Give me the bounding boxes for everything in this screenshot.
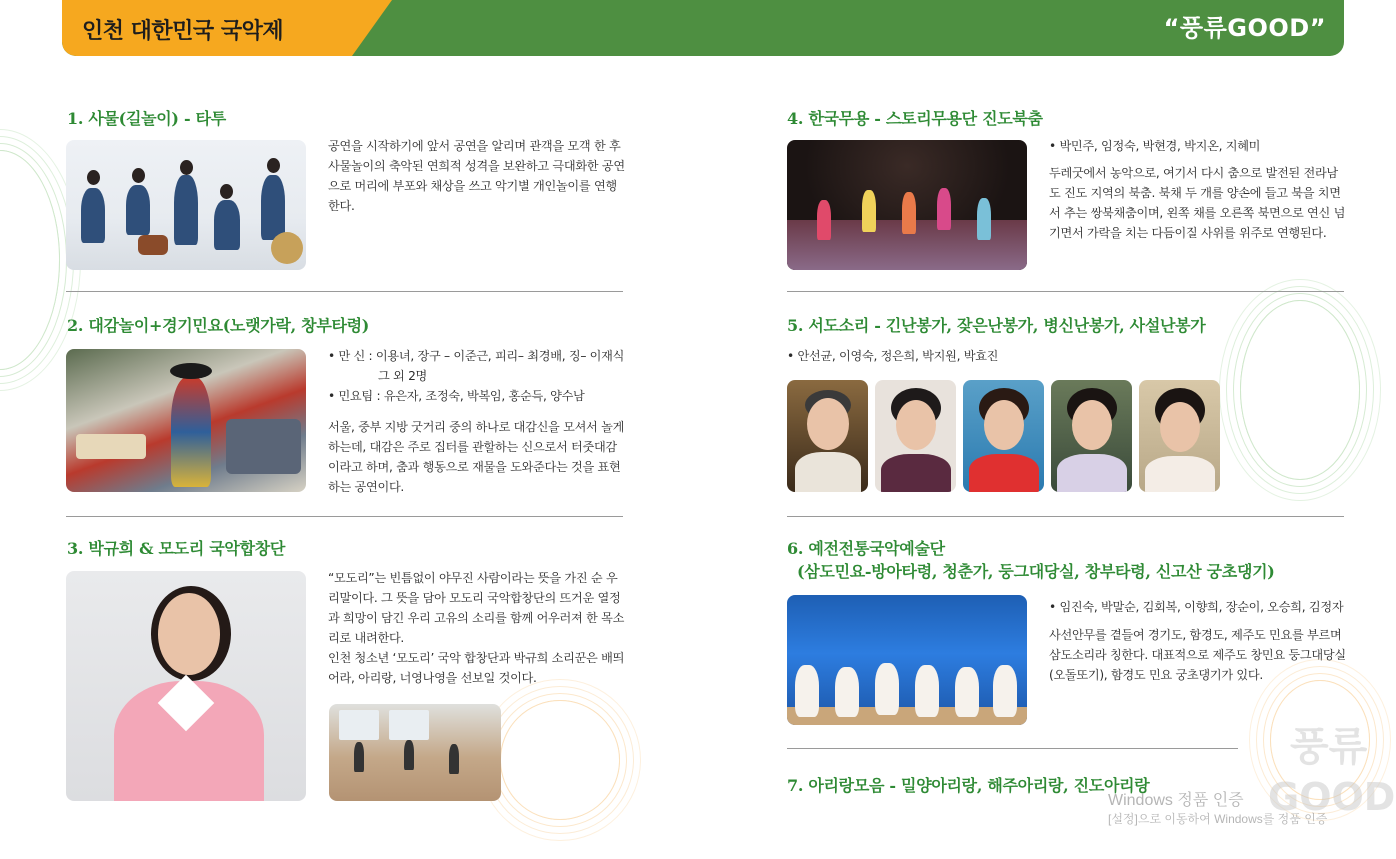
performer-head [87,170,100,185]
drum-shape [138,235,168,255]
section-3-text [328,568,626,688]
shaman-hat [170,363,212,379]
stage-floor [787,707,1027,725]
section-3-text-2: 인천 청소년 ‘모도리’ 국악 합창단과 박규희 소리꾼은 배띄어라, 아리랑, 너영나영을 선보일 것이다. [328,651,625,685]
section-4-text: 두레굿에서 농악으로, 여기서 다시 춤으로 발전된 전라남도 진도 지역의 북춤. 북채 두 개를 양손에 들고 북을 치면서 추는 쌍북채춤이며, 왼쪽 채를 오른쪽 북면으로 연신 넘기면서 가락을 치는 다듬이질 사위를 위주로 연행된다. [1049,166,1346,240]
section-2-cast [328,346,626,406]
decor-rings-left [0,150,60,370]
divider [787,748,1238,749]
choir-rehearsal-photo [329,704,501,801]
performer-head [267,158,280,173]
watermark-logo-top: 풍류 [1290,724,1368,770]
singer-figure [795,665,819,717]
brand-logo: “풍류GOOD” [1163,14,1326,42]
performer-portrait-4 [1051,380,1132,492]
performer-figure [261,175,285,240]
performer-figure [174,175,198,245]
portrait-face [807,398,849,450]
audience-group [226,419,301,474]
section-4-title: 4. 한국무용 - 스토리무용단 진도북춤 [787,109,1043,128]
section-4-cast: • 박민주, 임정숙, 박현경, 박지온, 지혜미 [1049,139,1261,153]
performer-figure [214,200,240,250]
singer-figure [993,665,1017,717]
drum-dance-photo [787,140,1027,270]
watermark-logo-bottom: GOOD [1268,775,1396,819]
performer-head [180,160,193,175]
singer-face [158,593,220,675]
page-title: 인천 대한민국 국악제 [82,19,284,44]
section-1-title: 1. 사물(길놀이) - 타투 [67,109,226,128]
portrait-face [984,400,1024,450]
performer-portrait-1 [787,380,868,492]
samul-nori-photo [66,140,306,270]
portrait-face [1072,400,1112,450]
window-block [389,710,429,740]
portrait-clothes [795,452,861,492]
decor-rings-center-right [1240,300,1360,480]
section-6-subtitle: (삼도민요-방아타령, 청춘가, 둥그대당실, 창부타령, 신고산 궁초댕기) [797,562,1275,581]
section-5-title: 5. 서도소리 - 긴난봉가, 잦은난봉가, 병신난봉가, 사설난봉가 [787,316,1206,335]
folk-song-group-photo [787,595,1027,725]
singer-figure [875,663,899,715]
singer-figure [835,667,859,717]
performer-portrait-2 [875,380,956,492]
shaman-figure [171,377,211,487]
performer-portrait-3 [963,380,1044,492]
divider [787,516,1344,517]
section-2-text: 서울, 중부 지방 굿거리 중의 하나로 대감신을 모셔서 놀게 하는데, 대감은 주로 집터를 관할하는 신으로서 터줏대감이라고 하며, 춤과 행동으로 재물을 도와준다는 것을 표현하는 공연이다. [328,420,625,494]
section-2-title: 2. 대감놀이+경기민요(노랫가락, 창부타령) [67,316,370,335]
dancer-figure [977,198,991,240]
cast-line-shaman: • 만 신 : 이용녀, 장구 – 이준근, 피리– 최경배, 징– 이재식 [328,349,625,363]
singer-portrait-photo [66,571,306,801]
divider [66,516,623,517]
dancer-figure [817,200,831,240]
student-figure [404,740,414,770]
student-figure [449,744,459,774]
portrait-clothes [1145,456,1215,492]
daegam-nori-photo [66,349,306,492]
section-6-cast: • 임진숙, 박말순, 김회복, 이향희, 장순이, 오승희, 김정자 [1049,600,1344,614]
portrait-clothes [881,454,951,492]
page-header [62,0,1344,56]
activation-notice-text: [설정]으로 이동하여 Windows를 정품 인증 [1108,812,1328,826]
student-figure [354,742,364,772]
section-3-title: 3. 박규희 & 모도리 국악합창단 [67,539,286,558]
portrait-face [1160,402,1200,452]
performer-head [132,168,145,183]
divider [787,291,1344,292]
section-6-text: 사선안무를 곁들여 경기도, 함경도, 제주도 민요를 부르며 삼도소리라 칭한다. 대표적으로 제주도 창민요 둥그대당실(오돌또기), 함경도 민요 궁초댕기가 있다. [1049,628,1346,682]
window-block [339,710,379,740]
portrait-face [896,400,936,450]
decor-rings-center [500,700,620,820]
offering-table [76,434,146,459]
activation-notice-title: Windows 정품 인증 [1108,792,1244,809]
performer-figure [126,185,150,235]
section-6-title: 6. 예전전통국악예술단 [787,539,945,558]
drum-shape [271,232,303,264]
section-3-text-1: “모도리”는 빈틈없이 야무진 사람이라는 뜻을 가진 순 우리말이다. 그 뜻을 담아 모도리 국악합창단의 뜨거운 열정과 희망이 담긴 우리 고유의 소리를 함께 어우러져 한 목소리로 내려한다. [328,571,625,645]
singer-figure [915,665,939,717]
section-5-cast: • 안선균, 이영숙, 정은희, 박지원, 박효진 [787,349,999,363]
dancer-figure [862,190,876,232]
performer-head [220,184,233,199]
divider [66,291,623,292]
singer-figure [955,667,979,717]
portrait-clothes [1057,454,1127,492]
section-1-text: 공연을 시작하기에 앞서 공연을 알리며 관객을 모객 한 후 사물놀이의 축악된 연희적 성격을 보완하고 극대화한 공연으로 머리에 부포와 채상을 쓰고 악기별 개인놀이를 연행한다. [328,139,625,213]
section-7-title: 7. 아리랑모음 - 밀양아리랑, 해주아리랑, 진도아리랑 [787,776,1150,795]
cast-line-folk-team: • 민요팀 : 유은자, 조정숙, 박복임, 홍순득, 양수남 [328,389,585,403]
cast-line-shaman-extra: 그 외 2명 [378,369,428,383]
performer-figure [81,188,105,243]
performer-portrait-5 [1139,380,1220,492]
header-title-tab [62,0,352,56]
dancer-figure [902,192,916,234]
dancer-figure [937,188,951,230]
portrait-clothes [969,454,1039,492]
